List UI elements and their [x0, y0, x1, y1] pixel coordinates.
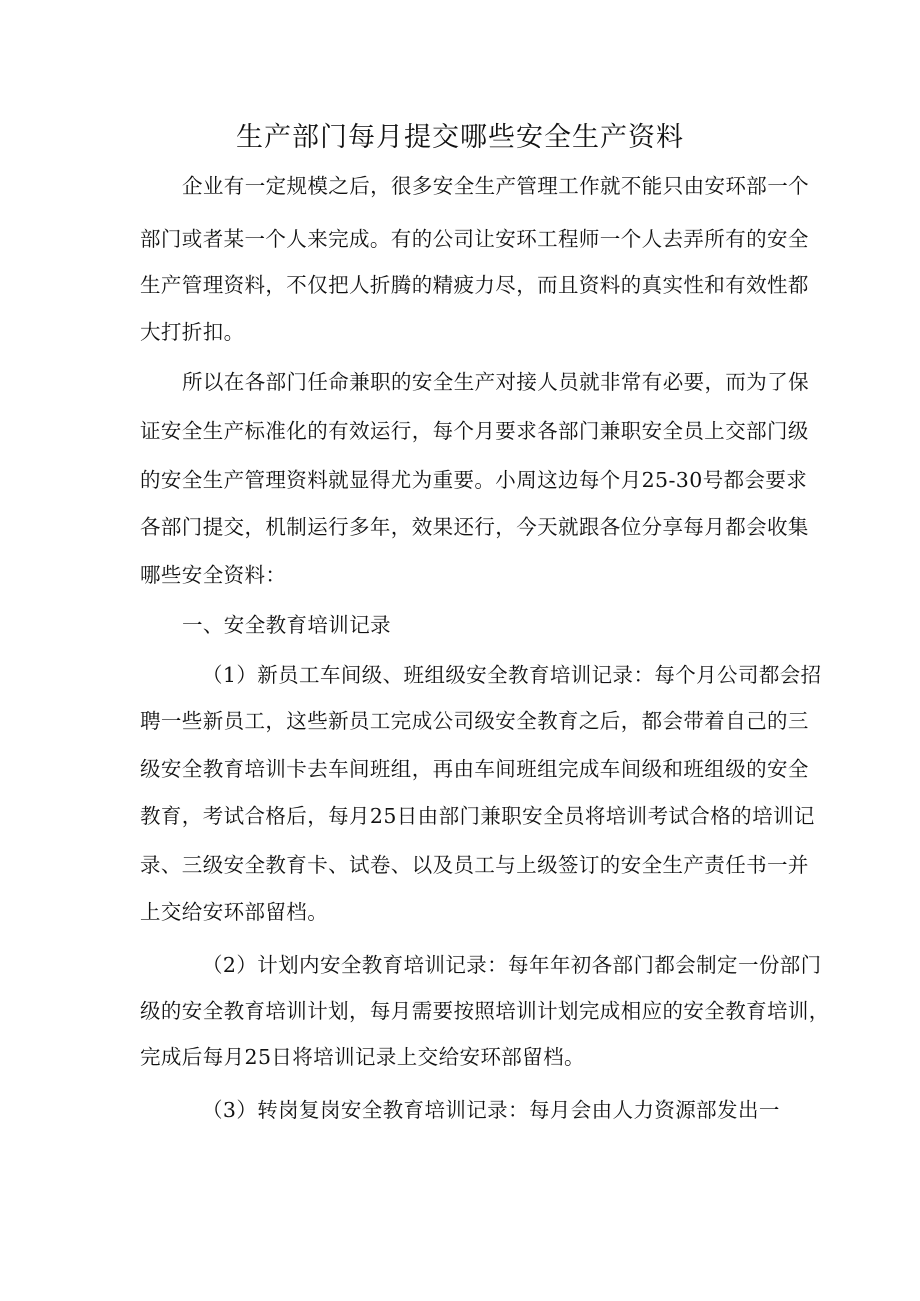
paragraph-line: 大打折扣。: [140, 320, 245, 344]
paragraph-line: （3）转岗复岗安全教育培训记录：每月会由人力资源部发出一: [202, 1098, 780, 1122]
paragraph-line: 证安全生产标准化的有效运行，每个月要求各部门兼职安全员上交部门级: [140, 419, 809, 443]
paragraph-line: 生产管理资料，不仅把人折腾的精疲力尽，而且资料的真实性和有效性都: [140, 273, 809, 297]
paragraph-line: 教育，考试合格后，每月25日由部门兼职安全员将培训考试合格的培训记: [140, 804, 815, 828]
section-heading: 一、安全教育培训记录: [182, 613, 391, 637]
paragraph-line: 录、三级安全教育卡、试卷、以及员工与上级签订的安全生产责任书一并: [140, 853, 809, 877]
paragraph-line: 完成后每月25日将培训记录上交给安环部留档。: [140, 1045, 585, 1069]
paragraph-line: 部门或者某一个人来完成。有的公司让安环工程师一个人去弄所有的安全: [140, 227, 809, 251]
paragraph-line: 级的安全教育培训计划，每月需要按照培训计划完成相应的安全教育培训，: [140, 999, 830, 1023]
paragraph-line: 哪些安全资料：: [140, 563, 287, 587]
paragraph-line: 聘一些新员工，这些新员工完成公司级安全教育之后，都会带着自己的三: [140, 709, 809, 733]
paragraph-line: 企业有一定规模之后，很多安全生产管理工作就不能只由安环部一个: [182, 174, 809, 198]
paragraph-line: 上交给安环部留档。: [140, 900, 329, 924]
paragraph-line: 各部门提交，机制运行多年，效果还行，今天就跟各位分享每月都会收集: [140, 515, 809, 539]
paragraph-line: 的安全生产管理资料就显得尤为重要。小周这边每个月25-30号都会要求: [140, 468, 808, 492]
document-title: 生产部门每月提交哪些安全生产资料: [236, 122, 684, 153]
paragraph-line: （2）计划内安全教育培训记录：每年年初各部门都会制定一份部门: [202, 953, 822, 977]
paragraph-line: 所以在各部门任命兼职的安全生产对接人员就非常有必要，而为了保: [182, 370, 809, 394]
paragraph-line: 级安全教育培训卡去车间班组，再由车间班组完成车间级和班组级的安全: [140, 757, 809, 781]
paragraph-line: （1）新员工车间级、班组级安全教育培训记录：每个月公司都会招: [202, 663, 822, 687]
